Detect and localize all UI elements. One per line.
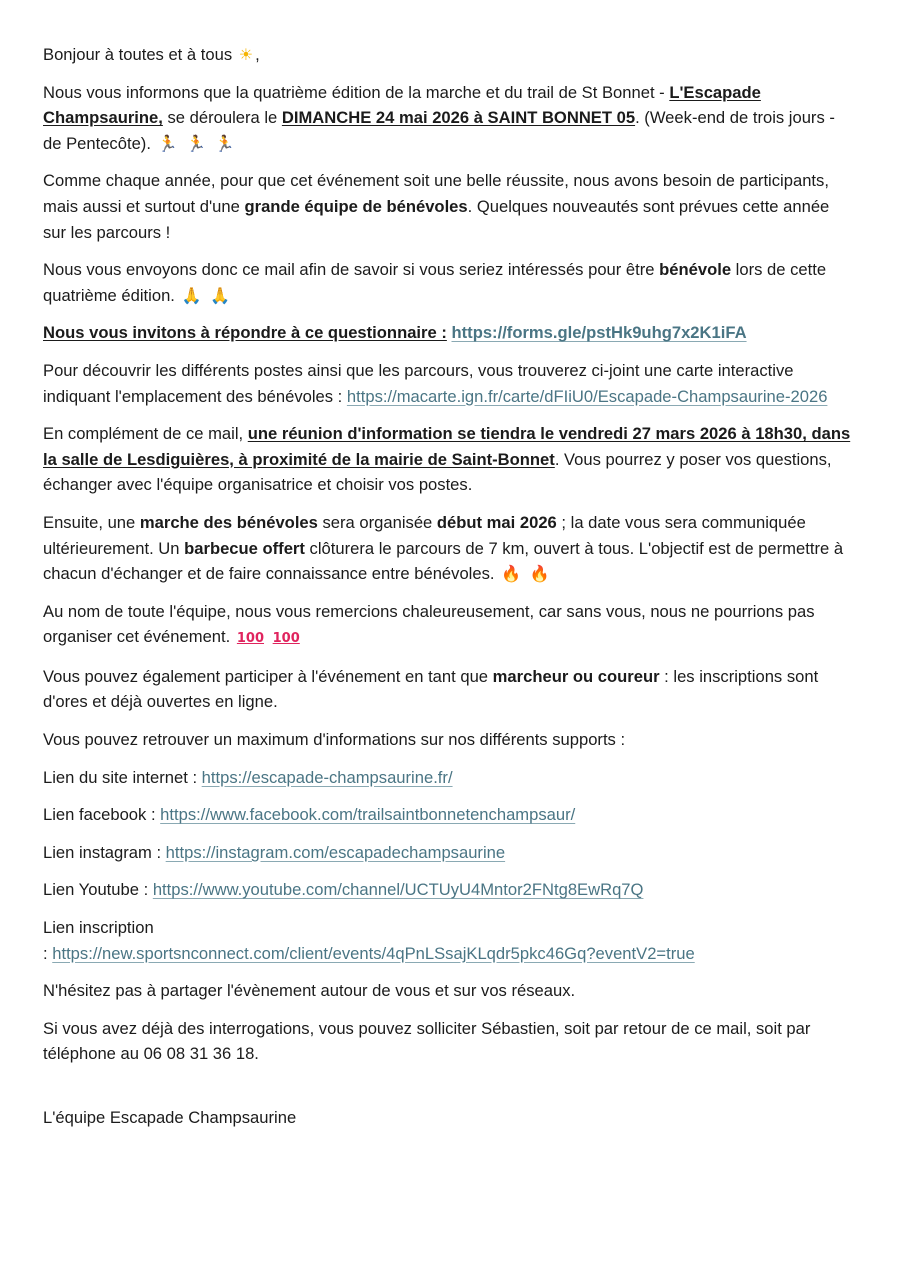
questionnaire-paragraph — [43, 320, 856, 346]
praying-hands-icon: 🙏 — [210, 285, 231, 305]
runner-icon: 🏃 — [157, 133, 178, 153]
praying-hands-icon: 🙏 — [181, 285, 202, 305]
inscription-link[interactable]: https://new.sportsnconnect.com/client/events/4qPnLSsajKLqdr5pkc46Gq?eventV2=true — [52, 943, 695, 963]
fire-icon: 🔥 — [501, 564, 522, 584]
youtube-link[interactable]: https://www.youtube.com/channel/UCTUyU4Mntor2FNtg8EwRq7Q — [152, 880, 644, 900]
volunteer-walk-paragraph: Ensuite, une marche des bénévoles sera organisée début mai 2026 ; la date vous sera communiquée ultérieurement. Un barbecue offert clôturera le parcours de 7 km, ouvert à tous. L'objectif est de permettre à chacun d'échanger et de faire connaissance entre bénévoles. 🔥 🔥 — [43, 512, 844, 584]
youtube-line: Lien Youtube : https://www.youtube.com/channel/UCTUyU4Mntor2FNtg8EwRq7Q — [43, 880, 644, 900]
intro-paragraph: Nous vous informons que la quatrième édition de la marche et du trail de St Bonnet - L'Escapade Champsaurine, se déroulera le DIMANCHE 24 mai 2026 à SAINT BONNET 05. (Week-end de trois jours - de Pentecôte). 🏃 🏃 🏃 — [43, 82, 835, 153]
thanks-paragraph: Au nom de toute l'équipe, nous vous remercions chaleureusement, car sans vous, nous ne pourrions pas organiser cet événement. 100 100 — [43, 601, 815, 647]
instagram-link[interactable]: https://instagram.com/escapadechampsaurine — [165, 842, 506, 862]
greeting: Bonjour à toutes et à tous ☀ , — [43, 45, 260, 64]
supports-paragraph: Vous pouvez retrouver un maximum d'informations sur nos différents supports : — [43, 730, 626, 750]
volunteers-paragraph: Comme chaque année, pour que cet événement soit une belle réussite, nous avons besoin de participants, mais aussi et surtout d'une grande équipe de bénévoles. Quelques nouveautés sont prévues cette année sur les parcours ! — [43, 171, 830, 242]
share-paragraph: N'hésitez pas à partager l'évènement autour de vous et sur vos réseaux. — [43, 981, 576, 1001]
questionnaire-link[interactable]: https://forms.gle/pstHk9uhg7x2K1iFA — [451, 323, 747, 343]
volunteer-question-paragraph: Nous vous envoyons donc ce mail afin de savoir si vous seriez intéressés pour être bénévole lors de cette quatrième édition. 🙏 🙏 — [43, 260, 827, 305]
map-link[interactable]: https://macarte.ign.fr/carte/dFIiU0/Escapade-Champsaurine-2026 — [346, 386, 828, 406]
sun-icon: ☀ — [238, 45, 254, 64]
map-paragraph: Pour découvrir les différents postes ainsi que les parcours, vous trouverez ci-joint une carte interactive indiquant l'emplacement des bénévoles : https://macarte.ign.fr/carte/dFIiU0/Escapade-Champsaurine-2026 — [43, 360, 828, 406]
event-date: DIMANCHE 24 mai 2026 à SAINT BONNET 05 — [281, 108, 636, 128]
meeting-info: une réunion d'information se tiendra le vendredi 27 mars 2026 à 18h30, dans la salle de Lesdiguières, à proximité de la mairie de Saint-Bonnet — [43, 424, 851, 469]
hundred-points-icon: 100 — [272, 631, 300, 647]
questionnaire-label: Nous vous invitons à répondre à ce questionnaire : — [43, 323, 447, 343]
inscription-line: Lien inscription : https://new.sportsnconnect.com/client/events/4qPnLSsajKLqdr5pkc46Gq?eventV2=true — [43, 918, 695, 963]
event-name: L'Escapade Champsaurine, — [43, 82, 761, 128]
instagram-line: Lien instagram : https://instagram.com/escapadechampsaurine — [43, 842, 506, 862]
website-link[interactable]: https://escapade-champsaurine.fr/ — [201, 767, 453, 787]
runner-icon: 🏃 — [186, 133, 207, 153]
fire-icon: 🔥 — [529, 564, 550, 584]
spacer — [43, 1079, 856, 1105]
meeting-paragraph: En complément de ce mail, une réunion d'information se tiendra le vendredi 27 mars 2026 à 18h30, dans la salle de Lesdiguières, à proximité de la mairie de Saint-Bonnet. Vous pourrez y poser vos questions, échanger avec l'équipe organisatrice et choisir vos postes. — [43, 424, 851, 495]
facebook-line: Lien facebook : https://www.facebook.com/trailsaintbonnetenchampsaur/ — [43, 805, 576, 825]
runner-icon: 🏃 — [214, 133, 235, 153]
registration-paragraph: Vous pouvez également participer à l'événement en tant que marcheur ou coureur : les inscriptions sont d'ores et déjà ouvertes en ligne. — [43, 666, 819, 712]
contact-paragraph: Si vous avez déjà des interrogations, vous pouvez solliciter Sébastien, soit par retour de ce mail, soit par téléphone au 06 08 31 36 18. — [43, 1018, 811, 1064]
facebook-link[interactable]: https://www.facebook.com/trailsaintbonnetenchampsaur/ — [160, 805, 576, 825]
website-line: Lien du site internet : https://escapade-champsaurine.fr/ — [43, 767, 453, 787]
signature: L'équipe Escapade Champsaurine — [43, 1108, 297, 1127]
hundred-points-icon: 100 — [236, 631, 265, 647]
